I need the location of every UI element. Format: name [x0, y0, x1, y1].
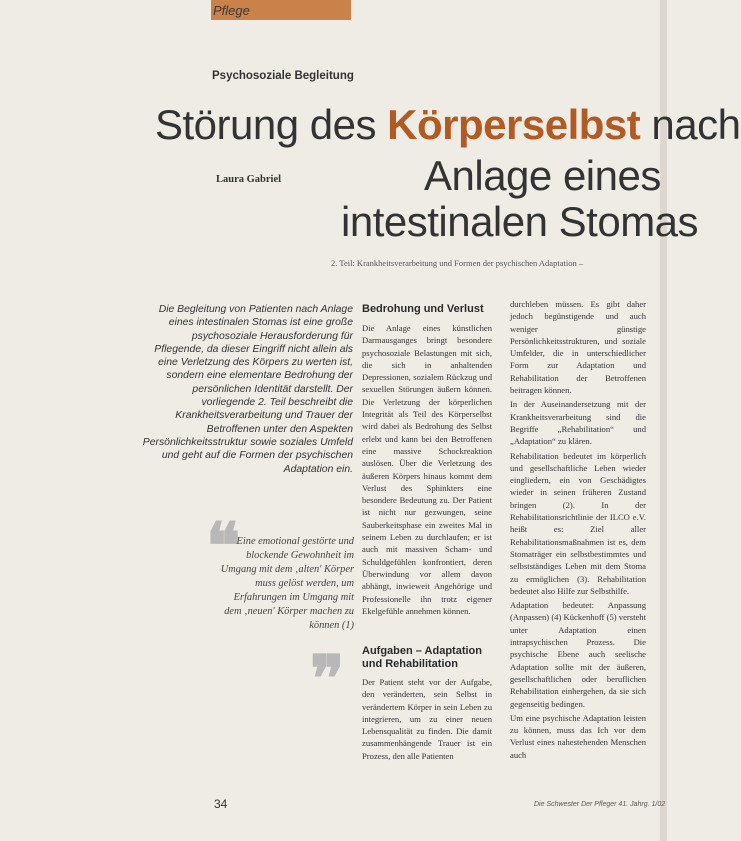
- title-line1-post: nach: [640, 101, 741, 148]
- article-title-line3: intestinalen Stomas: [341, 198, 699, 245]
- section2-body: Der Patient steht vor der Aufgabe, den veränderten, sein Selbst in verändertem Körper in sein Leben zu integrieren, um zu einer neuen Lebensqualität zu finden. Die damit zusammenhängende Trauer ist ein Prozess, den alle Patienten: [362, 677, 492, 761]
- column3-paragraph: In der Auseinandersetzung mit der Krankheitsverarbeitung sind die Begriffe „Rehabilitation“ und „Adaptation“ zu klären.: [510, 399, 646, 447]
- article-title-line1: [155, 101, 741, 149]
- section1-body: Die Anlage eines künstlichen Darmausganges bringt besondere psychosoziale Belastungen mit sich, die sich in anhaltenden Depressionen, sozialem Rückzug und sexuellen Störungen äußern können. Die Verletzung der körperlichen Integrität als Teil des Körperselbst wird dabei als Bedrohung des Selbst erlebt und kann bei den Betroffenen eine massive Schockreaktion auslösen. Über die Verletzung des äußeren Körpers hinaus kommt dem Verlust des Sphinkters eine besondere Bedeutung zu. Der Patient ist nicht nur gezwungen, seine Sauberkeitsphase ein zweites Mal in seinem Leben zu durchlaufen; er ist auch mit massiven Scham- und Schuldgefühlen konfrontiert, deren Überwindung vor allem davon abhängt, inwieweit Angehörige und Professionelle ihn trotz eigener Ekelgefühle annehmen können.: [362, 323, 492, 616]
- section2-heading: Aufgaben – Adaptation und Rehabilitation: [362, 645, 482, 670]
- article-kicker: Psychosoziale Begleitung: [212, 70, 354, 82]
- article-lead: Die Begleitung von Patienten nach Anlage eines intestinalen Stomas ist eine große psychosoziale Herausforderung für Pflegende, da dieser Eingriff nicht allein als eine Verletzung des Körpers zu werten ist, sondern eine elementare Bedrohung der persönlichen Identität darstellt. Der vorliegende 2. Teil beschreibt die Krankheitsverarbeitung und Trauer der Betroffenen unter den Aspekten Persönlichkeitsstruktur sowie soziales Umfeld und geht auf die Formen der psychischen Adaptation ein.: [142, 304, 353, 475]
- title-line1-pre: Störung des: [155, 101, 388, 148]
- column3-paragraph: Um eine psychische Adaptation leisten zu können, muss das Ich vor dem Verlust eines nahestehenden Menschen auch: [510, 712, 646, 760]
- open-quote-icon: ❝: [206, 511, 241, 582]
- column3-paragraph: durchleben müssen. Es gibt daher jedoch begünstigende und auch weniger günstige Persönlichkeitsstrukturen, und soziale Umfelder, die in unterschiedlicher Form zur Adaptation und Rehabilitation der Betroffenen beitragen können.: [510, 299, 646, 396]
- close-quote-icon: ❞: [310, 644, 345, 715]
- pull-quote: Eine emotional gestörte und blockende Gewohnheit im Umgang mit dem ‚alten' Körper muss gelöst werden, um Erfahrungen im Umgang mit dem ‚neuen' Körper machen zu können (1): [220, 536, 354, 631]
- section-label: Pflege: [213, 3, 250, 18]
- section1-heading: Bedrohung und Verlust: [362, 303, 484, 315]
- journal-footer: Die Schwester Der Pfleger 41. Jahrg. 1/02: [534, 801, 666, 808]
- article-author: Laura Gabriel: [216, 174, 282, 185]
- article-title-line2: Anlage eines: [424, 152, 661, 199]
- page-number: 34: [214, 797, 228, 811]
- column3-paragraph: Rehabilitation bedeutet im körperlich und gesellschaftliche Leben wieder eingliedern, ein von Geschädigtes wieder in seinen früheren Zustand bringen (2). In der Rehabilitationsrichtlinie der ILCO e.V. heißt es: Ziel aller Rehabilitationsmaßnahmen ist es, dem Stomaträger ein selbstbestimmtes und selbstständiges Leben mit dem Stoma zu ermöglichen (3). Rehabilitation bedeutet also Hilfe zur Selbsthilfe.: [510, 450, 646, 596]
- column3-paragraph: Adaptation bedeutet: Anpassung (Anpassen) (4) Kückenhoff (5) versteht unter Adaptation einen intrapsychischen Prozess. Die psychische Ebene auch seelische Adaptation sollte mit der äußeren, gesellschaftlichen oder beruflichen Rehabilitation einhergehen, da sie sich gegenseitig bedingen.: [510, 600, 646, 709]
- article-subtitle: 2. Teil: Krankheitsverarbeitung und Formen der psychischen Adaptation –: [331, 258, 584, 268]
- column3-body: [510, 298, 646, 763]
- title-highlight: Körperselbst: [387, 101, 641, 148]
